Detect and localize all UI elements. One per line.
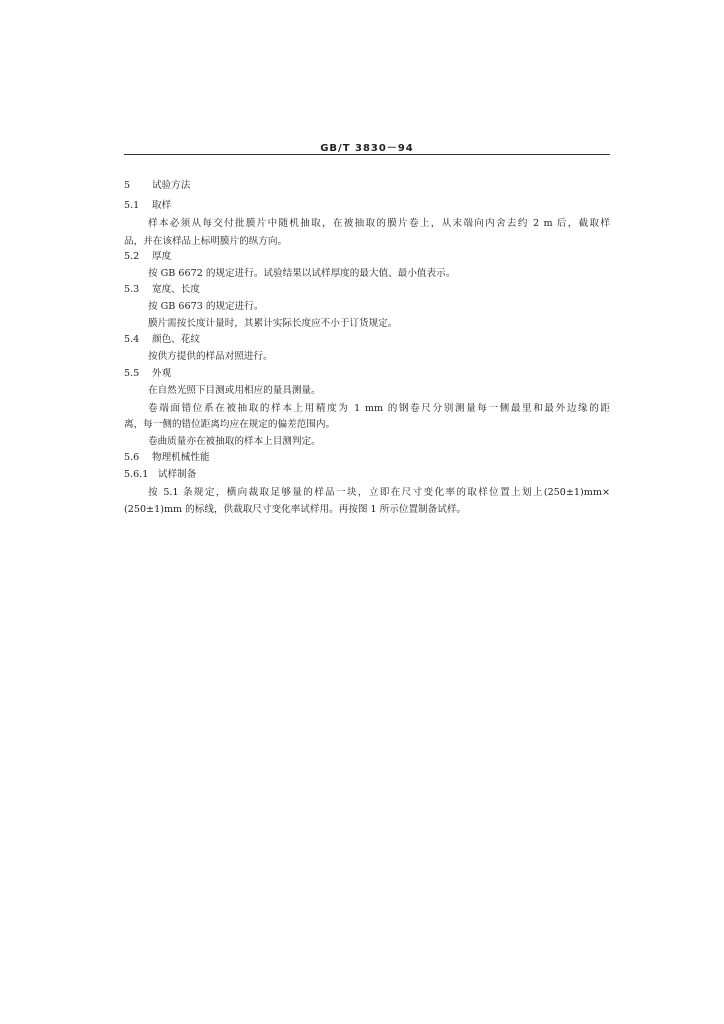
section-5-3-heading [124, 284, 200, 296]
section-title: 试验方法 [152, 180, 191, 191]
paragraph-line: 样本必须从每交付批膜片中随机抽取，在被抽取的膜片卷上，从末端向内舍去约 2 m 后，截取样 [148, 218, 610, 229]
section-title: 物理机械性能 [152, 452, 210, 463]
section-5-4-heading [124, 334, 200, 346]
paragraph-line: 按 GB 6673 的规定进行。 [148, 301, 264, 312]
section-title: 宽度、长度 [152, 284, 200, 295]
section-number: 5.1 [124, 200, 140, 211]
section-number: 5.3 [124, 284, 140, 295]
section-title: 试样制备 [158, 469, 197, 480]
section-number: 5.5 [124, 368, 140, 379]
section-5-1-heading [124, 200, 171, 212]
section-number: 5 [124, 180, 131, 191]
paragraph-line: 膜片需按长度计量时，其累计实际长度应不小于订货规定。 [148, 318, 398, 329]
section-5-heading [124, 180, 190, 192]
paragraph-line: 品，并在该样品上标明膜片的纵方向。 [124, 236, 288, 247]
section-number: 5.2 [124, 251, 140, 262]
section-5-6-heading [124, 452, 210, 464]
paragraph-line: 按供方提供的样品对照进行。 [148, 351, 273, 362]
paragraph-line: 卷端面错位系在被抽取的样本上用精度为 1 mm 的钢卷尺分别测量每一侧最里和最外边缘的距 [148, 403, 610, 414]
section-5-5-heading [124, 368, 171, 380]
section-title: 颜色、花纹 [152, 334, 200, 345]
section-title: 外观 [152, 368, 172, 379]
section-title: 厚度 [152, 251, 172, 262]
paragraph-line: 按 5.1 条规定，横向裁取足够量的样品一块，立即在尺寸变化率的取样位置上划上(250±1)mm× [148, 487, 610, 498]
paragraph-line: 卷曲质量亦在被抽取的样本上目测判定。 [148, 436, 321, 447]
paragraph-line: 离，每一侧的错位距离均应在规定的偏差范围内。 [124, 419, 336, 430]
section-title: 取样 [152, 200, 172, 211]
paragraph-line: (250±1)mm 的标线，供裁取尺寸变化率试样用。再按图 1 所示位置制备试样。 [124, 504, 467, 515]
paragraph-line: 按 GB 6672 的规定进行。试验结果以试样厚度的最大值、最小值表示。 [148, 268, 456, 279]
section-number: 5.4 [124, 334, 140, 345]
section-number: 5.6 [124, 452, 140, 463]
section-5-6-1-heading [124, 469, 196, 481]
section-number: 5.6.1 [124, 469, 149, 480]
paragraph-line: 在自然光照下目测或用相应的量具测量。 [148, 385, 321, 396]
section-5-2-heading [124, 251, 171, 263]
header-rule [124, 154, 610, 155]
page-header: GB/T 3830－94 [320, 143, 414, 154]
